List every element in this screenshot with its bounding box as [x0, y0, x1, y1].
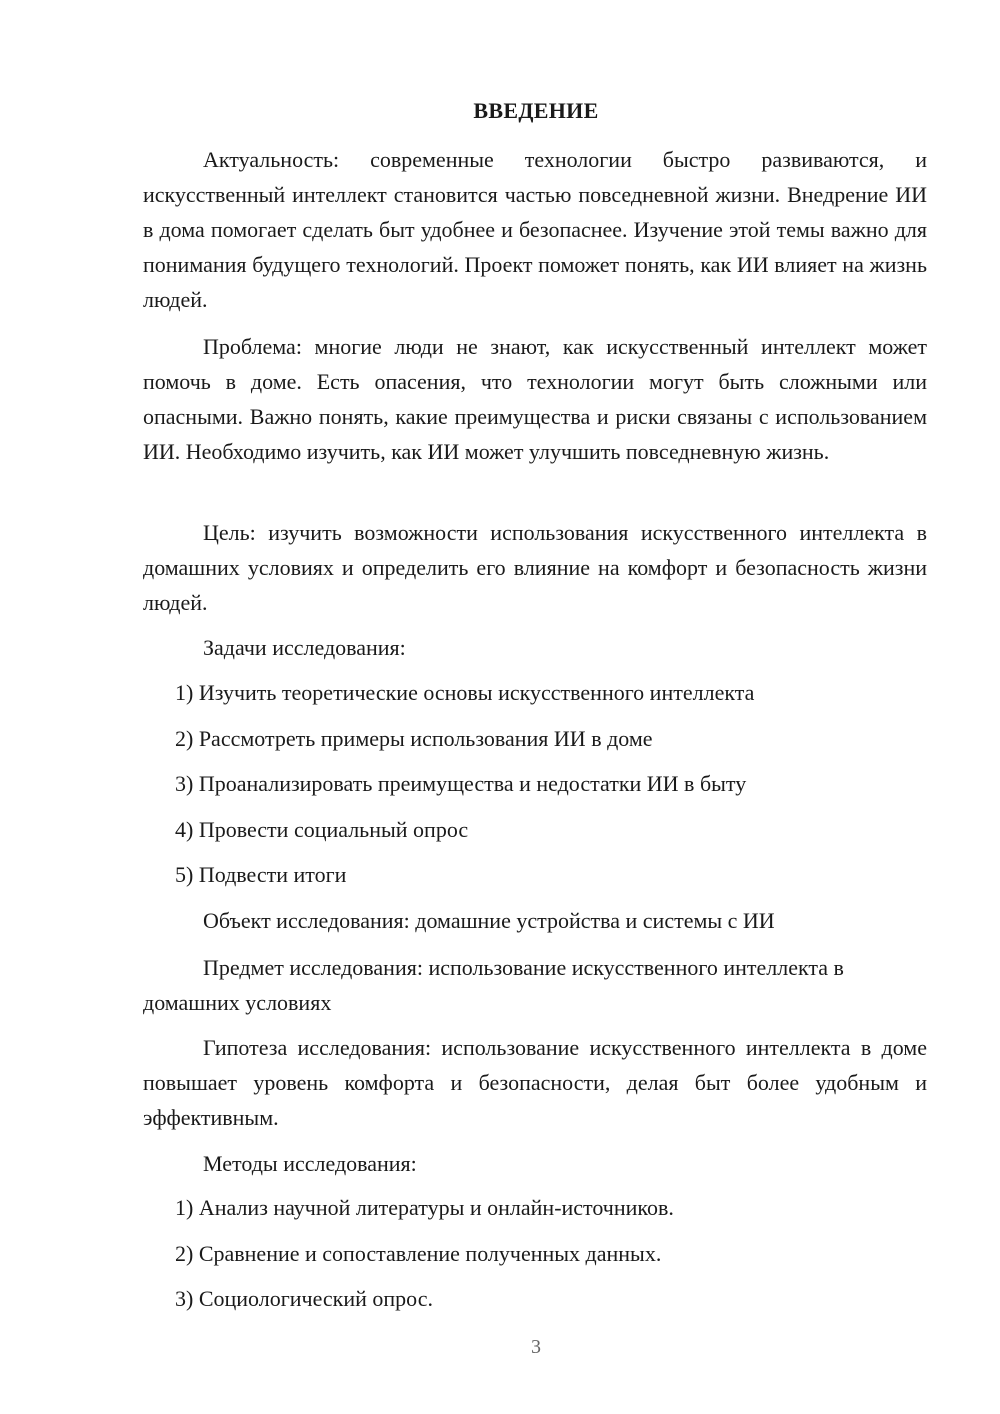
goal-paragraph: Цель: изучить возможности использования искусственного интеллекта в домашних условиях и определить его влияние на комфорт и безопасность жизни людей.: [143, 520, 927, 615]
methods-heading: Методы исследования:: [203, 1151, 417, 1176]
task-item: 3) Проанализировать преимущества и недостатки ИИ в быту: [175, 771, 747, 796]
problem-paragraph: Проблема: многие люди не знают, как искусственный интеллект может помочь в доме. Есть опасения, что технологии могут быть сложными или опасными. Важно понять, какие преимущества и риски связаны с использованием ИИ. Необходимо изучить, как ИИ может улучшить повседневную жизнь.: [143, 334, 927, 464]
task-item: 1) Изучить теоретические основы искусственного интеллекта: [175, 680, 755, 705]
task-item: 2) Рассмотреть примеры использования ИИ в доме: [175, 726, 653, 751]
task-item: 4) Провести социальный опрос: [175, 817, 469, 842]
subject-paragraph: Предмет исследования: использование искусственного интеллекта в домашних условиях: [143, 955, 844, 1015]
object-paragraph: Объект исследования: домашние устройства и системы с ИИ: [203, 908, 775, 933]
method-item: 2) Сравнение и сопоставление полученных данных.: [175, 1241, 662, 1266]
tasks-heading: Задачи исследования:: [203, 635, 406, 660]
page-title: ВВЕДЕНИЕ: [473, 98, 599, 123]
method-item: 3) Социологический опрос.: [175, 1286, 433, 1311]
task-item: 5) Подвести итоги: [175, 862, 347, 887]
relevance-paragraph: Актуальность: современные технологии быстро развиваются, и искусственный интеллект становится частью повседневной жизни. Внедрение ИИ в дома помогает сделать быт удобнее и безопаснее. Изучение этой темы важно для понимания будущего технологий. Проект поможет понять, как ИИ влияет на жизнь людей.: [143, 147, 927, 312]
method-item: 1) Анализ научной литературы и онлайн-источников.: [175, 1195, 674, 1220]
hypothesis-paragraph: Гипотеза исследования: использование искусственного интеллекта в доме повышает уровень комфорта и безопасности, делая быт более удобным и эффективным.: [143, 1035, 927, 1130]
page-number: 3: [531, 1336, 541, 1358]
